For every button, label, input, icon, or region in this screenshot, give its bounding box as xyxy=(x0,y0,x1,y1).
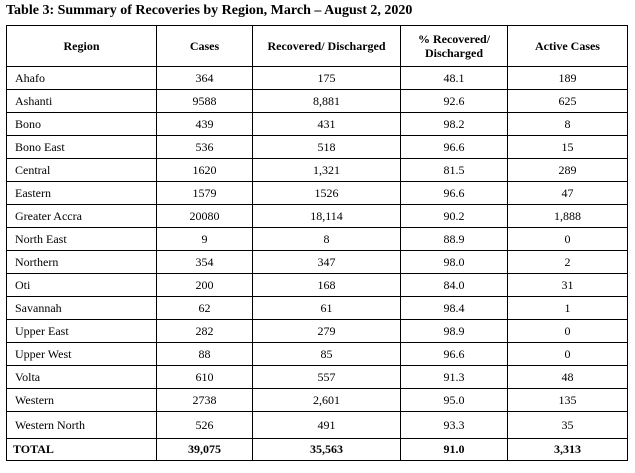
recoveries-table xyxy=(6,25,628,461)
header-percent-line1: % Recovered/ xyxy=(417,32,491,46)
header-recovered: Recovered/ Discharged xyxy=(253,26,401,67)
cell-region: Greater Accra xyxy=(7,205,157,228)
cell-region: Savannah xyxy=(7,297,157,320)
cell-cases: 2738 xyxy=(157,389,253,412)
cell-active: 0 xyxy=(508,343,628,366)
cell-recovered: 168 xyxy=(253,274,401,297)
cell-region: Bono East xyxy=(7,136,157,159)
cell-recovered: 557 xyxy=(253,366,401,389)
cell-region: Western North xyxy=(7,412,157,439)
cell-cases: 9 xyxy=(157,228,253,251)
cell-active: 8 xyxy=(508,113,628,136)
cell-recovered: 8 xyxy=(253,228,401,251)
table-row xyxy=(7,67,628,90)
cell-cases: 62 xyxy=(157,297,253,320)
cell-active: 0 xyxy=(508,320,628,343)
cell-active: 15 xyxy=(508,136,628,159)
cell-active: 625 xyxy=(508,90,628,113)
header-region: Region xyxy=(7,26,157,67)
table-row xyxy=(7,159,628,182)
cell-recovered: 431 xyxy=(253,113,401,136)
cell-cases: 526 xyxy=(157,412,253,439)
table-row xyxy=(7,366,628,389)
cell-cases: 439 xyxy=(157,113,253,136)
header-percent-line2: Discharged xyxy=(425,46,483,60)
cell-region: Upper East xyxy=(7,320,157,343)
cell-region: Upper West xyxy=(7,343,157,366)
cell-region: Volta xyxy=(7,366,157,389)
table-row xyxy=(7,136,628,159)
total-cases: 39,075 xyxy=(157,439,253,461)
cell-region: Ashanti xyxy=(7,90,157,113)
cell-cases: 88 xyxy=(157,343,253,366)
cell-recovered: 175 xyxy=(253,67,401,90)
cell-active: 135 xyxy=(508,389,628,412)
cell-active: 48 xyxy=(508,366,628,389)
cell-percent: 96.6 xyxy=(401,136,508,159)
cell-cases: 354 xyxy=(157,251,253,274)
cell-cases: 610 xyxy=(157,366,253,389)
cell-recovered: 491 xyxy=(253,412,401,439)
cell-region: Oti xyxy=(7,274,157,297)
table-row xyxy=(7,205,628,228)
cell-percent: 48.1 xyxy=(401,67,508,90)
header-active: Active Cases xyxy=(508,26,628,67)
cell-cases: 364 xyxy=(157,67,253,90)
cell-region: Ahafo xyxy=(7,67,157,90)
cell-active: 35 xyxy=(508,412,628,439)
cell-recovered: 18,114 xyxy=(253,205,401,228)
cell-percent: 93.3 xyxy=(401,412,508,439)
cell-percent: 98.0 xyxy=(401,251,508,274)
table-row xyxy=(7,182,628,205)
table-row xyxy=(7,90,628,113)
cell-percent: 92.6 xyxy=(401,90,508,113)
cell-cases: 1620 xyxy=(157,159,253,182)
cell-cases: 9588 xyxy=(157,90,253,113)
cell-region: Eastern xyxy=(7,182,157,205)
header-percent-recovered xyxy=(401,26,508,67)
cell-recovered: 1526 xyxy=(253,182,401,205)
cell-region: North East xyxy=(7,228,157,251)
table-row xyxy=(7,274,628,297)
cell-percent: 96.6 xyxy=(401,343,508,366)
cell-recovered: 347 xyxy=(253,251,401,274)
cell-recovered: 61 xyxy=(253,297,401,320)
cell-percent: 98.9 xyxy=(401,320,508,343)
table-row xyxy=(7,320,628,343)
cell-percent: 90.2 xyxy=(401,205,508,228)
cell-recovered: 8,881 xyxy=(253,90,401,113)
table-caption: Table 3: Summary of Recoveries by Region, March – August 2, 2020 xyxy=(6,3,413,18)
cell-active: 0 xyxy=(508,228,628,251)
cell-percent: 98.2 xyxy=(401,113,508,136)
cell-active: 1 xyxy=(508,297,628,320)
header-row xyxy=(7,26,628,67)
cell-cases: 536 xyxy=(157,136,253,159)
cell-cases: 282 xyxy=(157,320,253,343)
cell-region: Western xyxy=(7,389,157,412)
cell-percent: 96.6 xyxy=(401,182,508,205)
table-row xyxy=(7,251,628,274)
cell-active: 289 xyxy=(508,159,628,182)
total-percent: 91.0 xyxy=(401,439,508,461)
cell-active: 47 xyxy=(508,182,628,205)
total-label: TOTAL xyxy=(7,439,157,461)
table-row xyxy=(7,412,628,439)
header-cases: Cases xyxy=(157,26,253,67)
cell-active: 2 xyxy=(508,251,628,274)
cell-region: Bono xyxy=(7,113,157,136)
cell-percent: 98.4 xyxy=(401,297,508,320)
cell-region: Central xyxy=(7,159,157,182)
cell-percent: 84.0 xyxy=(401,274,508,297)
cell-active: 31 xyxy=(508,274,628,297)
cell-recovered: 279 xyxy=(253,320,401,343)
total-active: 3,313 xyxy=(508,439,628,461)
cell-recovered: 2,601 xyxy=(253,389,401,412)
cell-cases: 1579 xyxy=(157,182,253,205)
cell-recovered: 85 xyxy=(253,343,401,366)
cell-active: 189 xyxy=(508,67,628,90)
cell-cases: 20080 xyxy=(157,205,253,228)
table-row xyxy=(7,389,628,412)
cell-region: Northern xyxy=(7,251,157,274)
cell-recovered: 1,321 xyxy=(253,159,401,182)
total-row xyxy=(7,439,628,461)
table-row xyxy=(7,343,628,366)
cell-percent: 88.9 xyxy=(401,228,508,251)
table-row xyxy=(7,297,628,320)
cell-percent: 95.0 xyxy=(401,389,508,412)
cell-percent: 81.5 xyxy=(401,159,508,182)
cell-cases: 200 xyxy=(157,274,253,297)
total-recovered: 35,563 xyxy=(253,439,401,461)
cell-recovered: 518 xyxy=(253,136,401,159)
table-row xyxy=(7,113,628,136)
cell-percent: 91.3 xyxy=(401,366,508,389)
table-row xyxy=(7,228,628,251)
cell-active: 1,888 xyxy=(508,205,628,228)
